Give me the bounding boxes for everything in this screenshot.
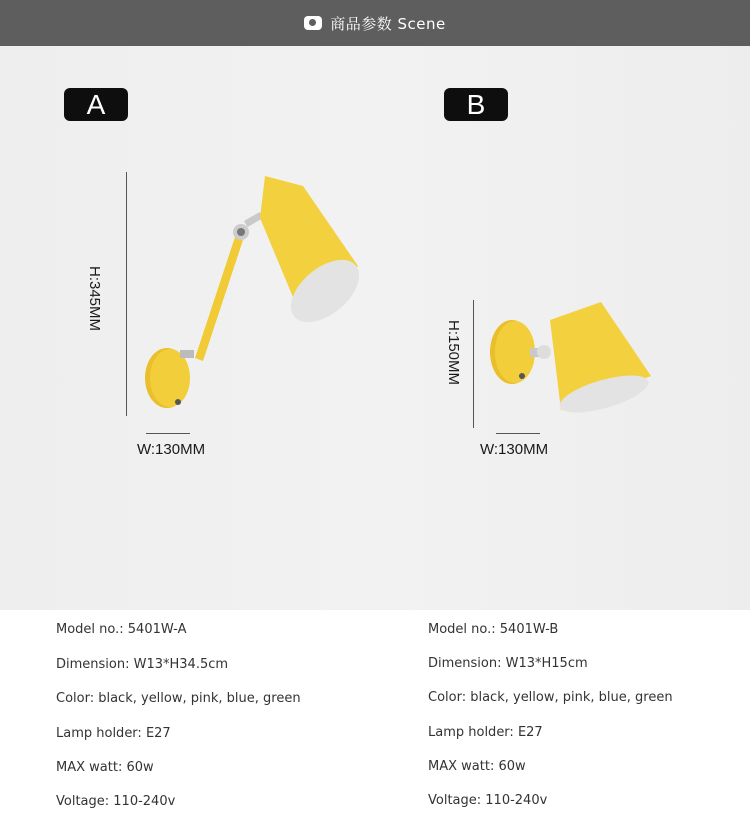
height-line-b bbox=[473, 300, 474, 428]
spec-b-voltage: Voltage: 110-240v bbox=[428, 793, 548, 808]
spec-a-lamp-holder: Lamp holder: E27 bbox=[56, 726, 171, 741]
spec-a-model: Model no.: 5401W-A bbox=[56, 622, 187, 637]
spec-a-voltage: Voltage: 110-240v bbox=[56, 794, 176, 809]
spec-a-max-watt: MAX watt: 60w bbox=[56, 760, 154, 775]
lamp-b-image bbox=[486, 294, 656, 418]
spec-b-model: Model no.: 5401W-B bbox=[428, 622, 559, 637]
lamp-a-image bbox=[140, 166, 370, 426]
width-line-b bbox=[496, 433, 540, 434]
spec-b-dimension: Dimension: W13*H15cm bbox=[428, 656, 588, 671]
header-title: 商品参数 Scene bbox=[330, 14, 446, 33]
spec-b-color: Color: black, yellow, pink, blue, green bbox=[428, 690, 673, 705]
product-scene bbox=[0, 46, 750, 610]
spec-section bbox=[0, 610, 750, 815]
camera-icon bbox=[304, 16, 322, 30]
width-label-a: W:130MM bbox=[137, 441, 206, 458]
badge-b: B bbox=[444, 88, 508, 121]
height-label-a: H:345MM bbox=[86, 265, 104, 332]
width-line-a bbox=[146, 433, 190, 434]
spec-b-max-watt: MAX watt: 60w bbox=[428, 759, 526, 774]
page-header bbox=[0, 0, 750, 46]
height-line-a bbox=[126, 172, 127, 416]
width-label-b: W:130MM bbox=[480, 441, 549, 458]
height-label-b: H:150MM bbox=[445, 319, 463, 386]
spec-a-dimension: Dimension: W13*H34.5cm bbox=[56, 657, 229, 672]
spec-a-color: Color: black, yellow, pink, blue, green bbox=[56, 691, 301, 706]
spec-b-lamp-holder: Lamp holder: E27 bbox=[428, 725, 543, 740]
badge-a: A bbox=[64, 88, 128, 121]
